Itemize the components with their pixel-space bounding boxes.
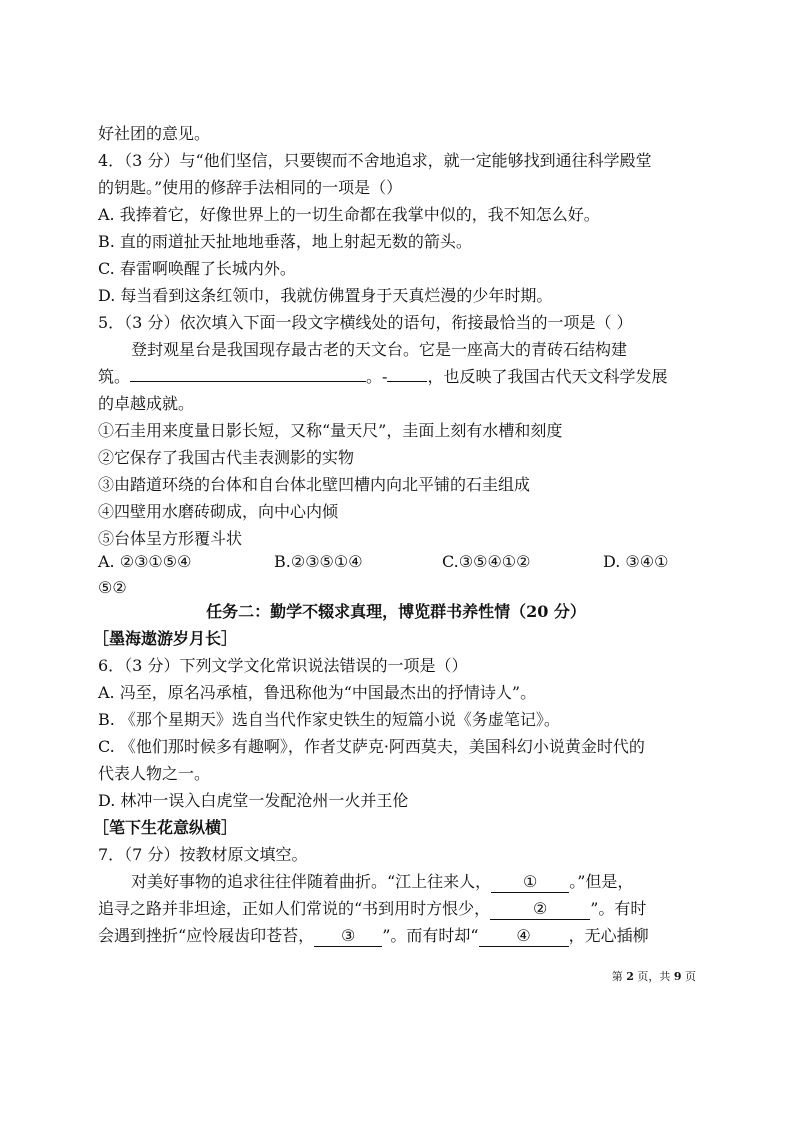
question-5-passage: 登封观星台是我国现存最古老的天文台。它是一座高大的青砖石结构建 <box>131 340 628 359</box>
section-heading: ［墨海遨游岁月长］ <box>93 629 238 648</box>
answer-blank-2: ② <box>490 899 590 920</box>
question-5-stem: 5．（3 分）依次填入下面一段文字横线处的语句，衔接最恰当的一项是（ ） <box>98 313 633 332</box>
passage-text: 会遇到挫折“应怜屐齿印苍苔， <box>98 926 315 945</box>
question-4-option-b: B. 直的雨道扯天扯地地垂落，地上射起无数的箭头。 <box>98 232 472 251</box>
question-4-option-d: D. 每当看到这条红领巾，我就仿佛置身于天真烂漫的少年时期。 <box>98 286 553 305</box>
passage-text: 对美好事物的追求往往伴随着曲折。“江上往来人， <box>131 872 492 891</box>
passage-text: 。”但是， <box>569 872 634 891</box>
question-5-item-1: ①石圭用来度量日影长短，又称“量天尺”，圭面上刻有水槽和刻度 <box>98 421 563 440</box>
page-footer <box>612 968 696 984</box>
question-5-option-b: B.②③⑤①④ <box>274 552 363 571</box>
question-5-item-2: ②它保存了我国古代圭表测影的实物 <box>98 448 355 467</box>
question-5-option-c: C.③⑤④①② <box>442 552 531 571</box>
question-7-passage-line <box>98 923 698 949</box>
question-5-item-5: ⑤台体呈方形覆斗状 <box>98 529 243 548</box>
passage-text: ”。而有时却“ <box>382 926 479 945</box>
question-5-option-d-cont: ⑤② <box>98 578 127 597</box>
question-6-stem: 6．（3 分）下列文学文化常识说法错误的一项是（） <box>98 656 468 675</box>
passage-text: ，也反映了我国古代天文科学发展 <box>427 367 668 386</box>
question-4-option-a: A. 我捧着它，好像世界上的一切生命都在我掌中似的，我不知怎么好。 <box>98 205 600 224</box>
question-5-passage-end: 的卓越成就。 <box>98 394 195 413</box>
question-4-stem: 4．（3 分）与“他们坚信，只要锲而不舍地追求，就一定能够找到通往科学殿堂 <box>98 151 652 170</box>
question-7-passage-line <box>98 896 698 922</box>
section-heading: ［笔下生花意纵横］ <box>93 818 238 837</box>
question-5-passage-blanks <box>98 364 698 390</box>
current-page-number: 2 <box>626 970 634 983</box>
question-6-option-c-cont: 代表人物之一。 <box>98 764 211 783</box>
passage-text: ，无心插柳 <box>568 926 649 945</box>
answer-blank-1: ① <box>491 872 569 893</box>
passage-text: 追寻之路并非坦途，正如人们常说的“书到用时方恨少， <box>98 899 491 918</box>
text-line: 好社团的意见。 <box>98 124 211 143</box>
question-6-option-d: D. 林冲一误入白虎堂一发配沧州一火并王伦 <box>98 791 409 810</box>
question-5-option-a: A. ②③①⑤④ <box>98 552 192 571</box>
question-6-option-a: A. 冯至，原名冯承植，鲁迅称他为“中国最杰出的抒情诗人”。 <box>98 683 537 702</box>
question-4-stem-cont: 的钥匙。”使用的修辞手法相同的一项是（） <box>98 178 403 197</box>
passage-text: 筑。 <box>98 367 131 386</box>
footer-text: 页，共 <box>637 970 671 983</box>
question-7-passage-line <box>131 869 701 895</box>
answer-blank <box>130 381 366 382</box>
answer-blank-3: ③ <box>314 926 382 947</box>
question-7-stem: 7．（7 分）按教材原文填空。 <box>98 845 308 864</box>
answer-blank <box>387 381 427 382</box>
footer-text: 第 <box>611 970 623 983</box>
question-6-option-c: C. 《他们那时候多有趣啊》，作者艾萨克·阿西莫夫，美国科幻小说黄金时代的 <box>98 737 645 756</box>
question-6-option-b: B. 《那个星期天》选自当代作家史铁生的短篇小说《务虚笔记》。 <box>98 710 560 729</box>
passage-text: ”。有时 <box>590 899 647 918</box>
footer-text: 页 <box>685 970 696 983</box>
answer-blank-4: ④ <box>479 926 569 947</box>
question-5-item-3: ③由踏道环绕的台体和自台体北壁凹槽内向北平铺的石圭组成 <box>98 475 531 494</box>
question-4-option-c: C. 春雷啊唤醒了长城内外。 <box>98 259 296 278</box>
task-heading: 任务二：勤学不辍求真理，博览群书养性情（20 分） <box>206 602 586 621</box>
passage-text: 。- <box>366 367 388 386</box>
question-5-option-d: D. ③④① <box>603 552 669 571</box>
total-pages-number: 9 <box>673 970 682 983</box>
question-5-item-4: ④四壁用水磨砖砌成，向中心内倾 <box>98 502 339 521</box>
